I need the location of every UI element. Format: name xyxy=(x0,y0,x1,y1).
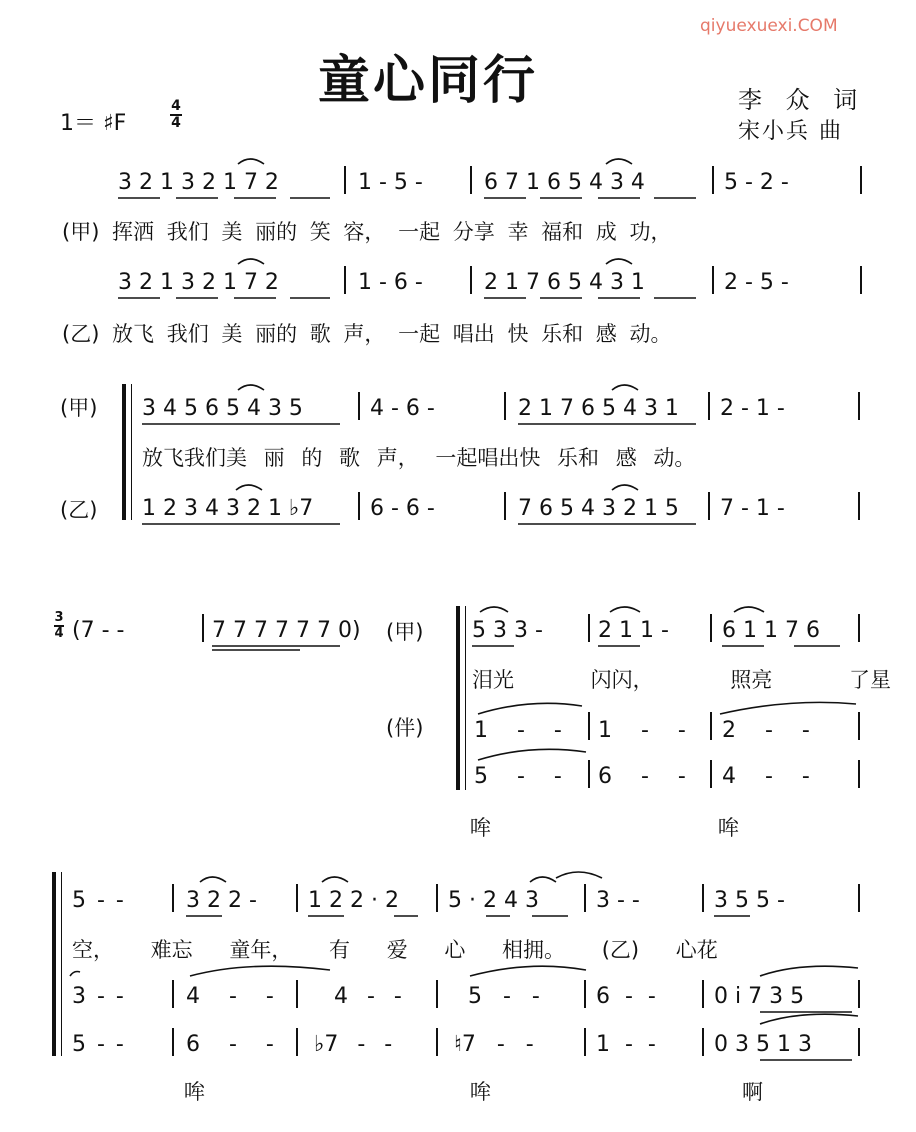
s2-a-measure-3: 2 1 7 6 5 4 3 1 xyxy=(518,396,679,421)
s1-r1-measure-4: 5 - 2 - xyxy=(724,170,789,195)
s4-hum-1: 哞 xyxy=(184,1080,205,1104)
s4-melody-measure-4: 5 · 2 4 3 xyxy=(448,888,539,913)
s1-r2-measure-4: 2 - 5 - xyxy=(724,270,789,295)
s2-b-measure-1: 1 2 3 4 3 2 1 ♭7 xyxy=(142,496,314,521)
composer-credit: 宋小兵 曲 xyxy=(738,119,843,144)
lyricist-credit: 李 众 词 xyxy=(738,86,866,114)
s3-accomp-bottom-2: 6 - - xyxy=(598,764,686,789)
tie xyxy=(190,966,330,976)
slur xyxy=(612,485,638,490)
accompaniment-label: (伴) xyxy=(386,716,424,740)
intro-time-top: 3 xyxy=(54,610,64,625)
tie xyxy=(70,972,80,977)
slur xyxy=(612,385,638,390)
s4-accomp-top-3: 4 - - xyxy=(334,984,402,1009)
s2-a-measure-1: 3 4 5 6 5 4 3 5 xyxy=(142,396,303,421)
intro-measure-2: 7 7 7 7 7 7 0) xyxy=(212,618,361,643)
slur xyxy=(734,607,764,612)
s4-accomp-bottom-6: 0 3 5 1 3 xyxy=(714,1032,812,1057)
slur xyxy=(236,485,262,490)
s4-melody-measure-3: 1 2 2 · 2 xyxy=(308,888,399,913)
s3-hum-1: 哞 xyxy=(470,816,491,840)
s4-melody-measure-1: 5 - - xyxy=(72,888,124,913)
slur xyxy=(238,385,264,390)
tie xyxy=(720,702,856,714)
s4-accomp-bottom-1: 5 - - xyxy=(72,1032,124,1057)
s4-lyrics: 空， 难忘 童年， 有 爱 心 相拥。 (乙) 心花 xyxy=(72,938,718,962)
s4-hum-3: 啊 xyxy=(742,1080,763,1104)
slur xyxy=(200,877,226,882)
s3-melody-measure-1: 5 3 3 - xyxy=(472,618,543,643)
tie xyxy=(556,872,602,878)
slur xyxy=(610,607,640,612)
tie xyxy=(478,703,582,714)
s3-lyrics: 泪光 闪闪， 照亮 了星 xyxy=(472,668,892,692)
s4-accomp-bottom-5: 1 - - xyxy=(596,1032,656,1057)
s1-r1-measure-3: 6 7 1 6 5 4 3 4 xyxy=(484,170,645,195)
slur xyxy=(606,259,632,264)
s1-r2-measure-2: 1 - 6 - xyxy=(358,270,423,295)
s1-r2-measure-3: 2 1 7 6 5 4 3 1 xyxy=(484,270,645,295)
s2-a-lyrics: 放飞我们美 丽 的 歌 声， 一起唱出快 乐和 感 动。 xyxy=(142,446,696,470)
s1-r2-lyrics: (乙) 放飞 我们 美 丽的 歌 声， 一起 唱出 快 乐和 感 动。 xyxy=(62,322,672,346)
s2-a-measure-4: 2 - 1 - xyxy=(720,396,785,421)
s3-accomp-top-3: 2 - - xyxy=(722,718,810,743)
intro-measure-1: (7 - - xyxy=(72,618,125,643)
s4-melody-measure-5: 3 - - xyxy=(596,888,640,913)
s3-accomp-bottom-3: 4 - - xyxy=(722,764,810,789)
s1-r1-measure-1: 3 2 1 3 2 1 7 2 xyxy=(118,170,279,195)
s2-b-measure-2: 6 - 6 - xyxy=(370,496,435,521)
tie xyxy=(478,749,586,760)
s4-accomp-top-1: 3 - - xyxy=(72,984,124,1009)
s2-b-measure-3: 7 6 5 4 3 2 1 5 xyxy=(518,496,679,521)
s1-r1-lyrics: (甲) 挥洒 我们 美 丽的 笑 容， 一起 分享 幸 福和 成 功， xyxy=(62,220,672,244)
s3-accomp-bottom-1: 5 - - xyxy=(474,764,562,789)
s1-r1-measure-2: 1 - 5 - xyxy=(358,170,423,195)
slur xyxy=(480,607,508,612)
s3-hum-2: 哞 xyxy=(718,816,739,840)
s4-accomp-top-2: 4 - - xyxy=(186,984,274,1009)
song-title: 童心同行 xyxy=(318,51,539,111)
s3-accomp-top-1: 1 - - xyxy=(474,718,562,743)
s3-part-a-label: (甲) xyxy=(386,620,424,644)
s2-part-b-label: (乙) xyxy=(60,498,98,522)
time-signature-bottom: 4 xyxy=(171,115,181,131)
slur xyxy=(606,159,632,164)
s3-accomp-top-2: 1 - - xyxy=(598,718,686,743)
time-signature-top: 4 xyxy=(171,98,181,114)
s4-melody-measure-2: 3 2 2 - xyxy=(186,888,257,913)
s3-melody-measure-3: 6 1 1 7 6 xyxy=(722,618,820,643)
s4-accomp-bottom-3: ♭7 - - xyxy=(314,1032,393,1057)
slur xyxy=(760,1014,858,1024)
slur xyxy=(238,259,264,264)
s2-part-a-label: (甲) xyxy=(60,396,98,420)
s3-melody-measure-2: 2 1 1 - xyxy=(598,618,669,643)
s2-b-measure-4: 7 - 1 - xyxy=(720,496,785,521)
slur xyxy=(760,966,858,976)
s4-accomp-bottom-4: ♮7 - - xyxy=(454,1032,534,1057)
s4-melody-measure-6: 3 5 5 - xyxy=(714,888,785,913)
s1-r2-measure-1: 3 2 1 3 2 1 7 2 xyxy=(118,270,279,295)
intro-time-bottom: 4 xyxy=(54,626,64,641)
watermark-text: qiyuexuexi.COM xyxy=(700,16,838,36)
slur xyxy=(238,159,264,164)
key-signature: 1＝ ♯F xyxy=(60,111,127,136)
slur xyxy=(530,877,556,882)
s4-hum-2: 哞 xyxy=(470,1080,491,1104)
tie xyxy=(470,966,586,976)
s4-accomp-top-6: 0 i 7 3 5 xyxy=(714,984,805,1009)
s4-accomp-bottom-2: 6 - - xyxy=(186,1032,274,1057)
s4-accomp-top-4: 5 - - xyxy=(468,984,540,1009)
s2-a-measure-2: 4 - 6 - xyxy=(370,396,435,421)
s4-accomp-top-5: 6 - - xyxy=(596,984,656,1009)
slur xyxy=(322,877,348,882)
